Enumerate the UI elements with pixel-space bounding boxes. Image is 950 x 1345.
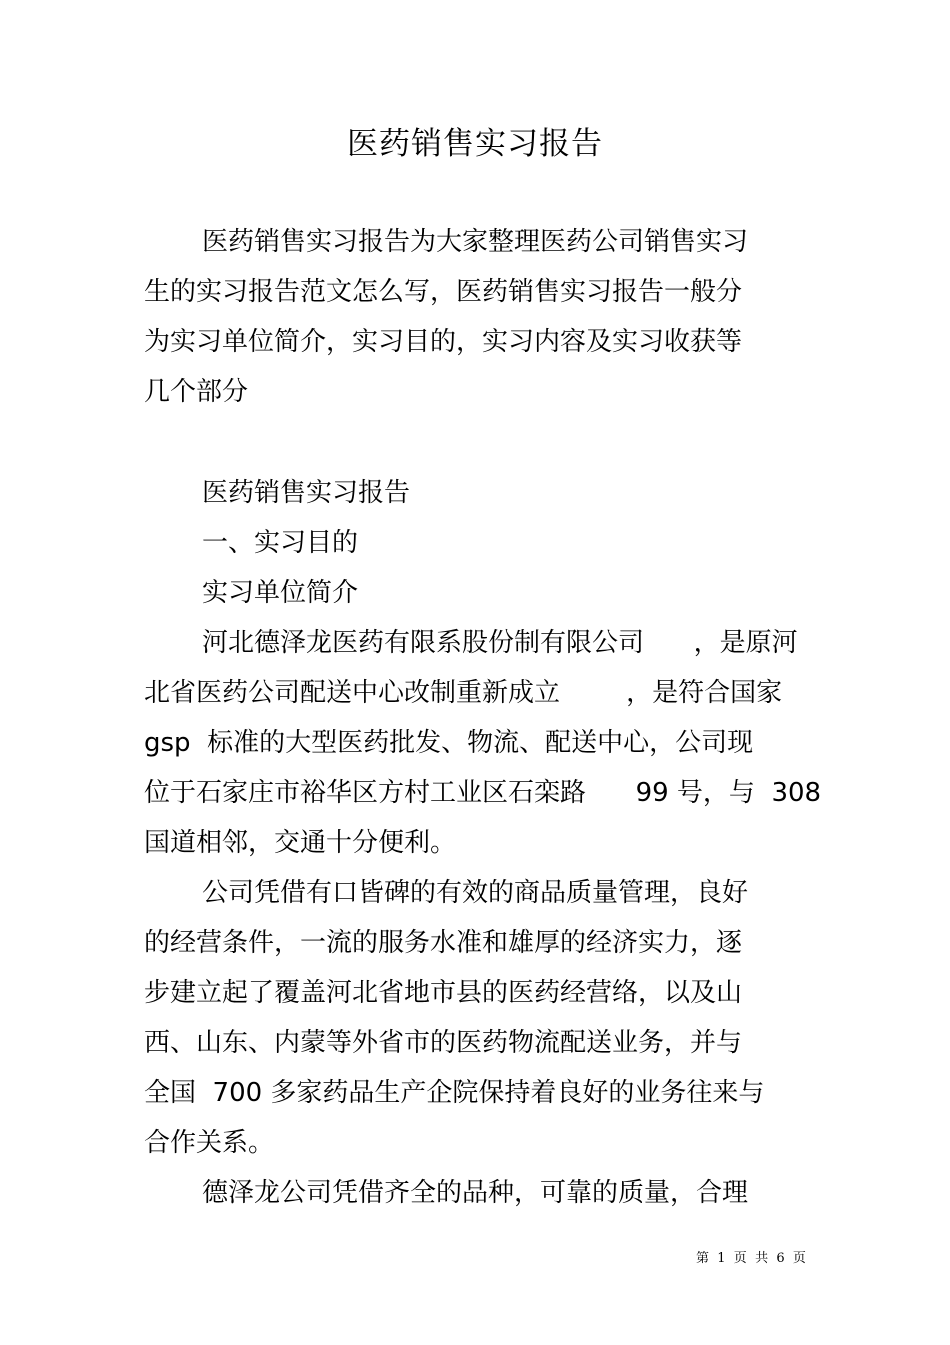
paragraph-2-line-3: 步建立起了覆盖河北省地市县的医药经营络，以及山: [144, 978, 743, 1008]
paragraph-2-line-6: 合作关系。: [144, 1128, 275, 1158]
paragraph-2-line-1: 公司凭借有口皆碑的有效的商品质量管理，良好: [202, 878, 749, 908]
intro-line-4: 几个部分: [144, 377, 249, 407]
section-heading: 医药销售实习报告: [202, 478, 411, 508]
paragraph-1-line-3: gsp 标准的大型医药批发、物流、配送中心，公司现: [144, 728, 754, 758]
paragraph-1-line-1: 河北德泽龙医药有限系股份制有限公司 ，是原河: [202, 628, 798, 658]
part-one-heading: 一、实习目的: [202, 528, 359, 558]
paragraph-2-line-4: 西、山东、内蒙等外省市的医药物流配送业务，并与: [144, 1028, 743, 1058]
paragraph-2-line-5: 全国 700 多家药品生产企院保持着良好的业务往来与: [144, 1078, 765, 1108]
paragraph-2-line-2: 的经营条件，一流的服务水准和雄厚的经济实力，逐: [144, 928, 743, 958]
unit-intro-heading: 实习单位简介: [202, 578, 359, 608]
intro-line-1: 医药销售实习报告为大家整理医药公司销售实习: [202, 227, 749, 257]
paragraph-3-line-1: 德泽龙公司凭借齐全的品种，可靠的质量，合理: [202, 1178, 749, 1208]
paragraph-1-line-4: 位于石家庄市裕华区方村工业区石栾路 99 号，与 308: [144, 778, 822, 808]
page-number-footer: 第 1 页 共 6 页: [696, 1251, 806, 1266]
paragraph-1-line-5: 国道相邻，交通十分便利。: [144, 828, 457, 858]
intro-line-2: 生的实习报告范文怎么写，医药销售实习报告一般分: [144, 277, 743, 307]
document-title: 医药销售实习报告: [347, 126, 603, 162]
intro-line-3: 为实习单位简介，实习目的，实习内容及实习收获等: [144, 327, 743, 357]
paragraph-1-line-2: 北省医药公司配送中心改制重新成立 ，是符合国家: [144, 678, 783, 708]
